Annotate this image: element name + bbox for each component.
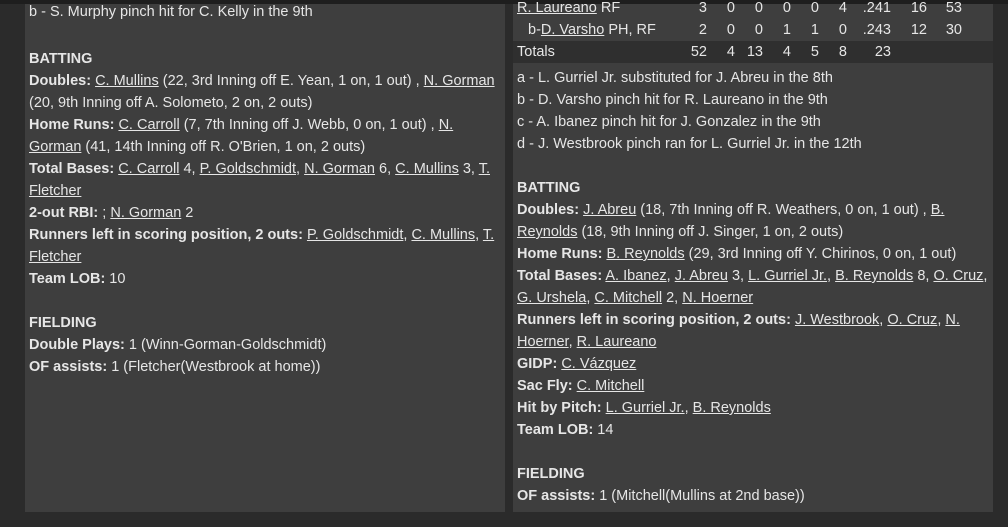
total-bases-stat bbox=[517, 265, 989, 309]
stat-bb: 0 bbox=[810, 0, 819, 16]
player-link-b-reynolds[interactable]: B. Reynolds bbox=[606, 246, 685, 262]
home-runs-label: Home Runs: bbox=[517, 246, 603, 262]
player-link-c-mullins[interactable]: C. Mullins bbox=[395, 161, 459, 177]
player-link-o-cruz[interactable]: O. Cruz bbox=[887, 312, 938, 328]
player-link-n-hoerner[interactable]: N. Hoerner bbox=[517, 312, 960, 350]
total-ab: 52 bbox=[690, 44, 707, 60]
player-link-c-vazquez[interactable]: C. Vázquez bbox=[561, 356, 637, 372]
team-lob-label: Team LOB: bbox=[29, 271, 106, 287]
stat-r: 0 bbox=[726, 0, 735, 16]
total-h: 13 bbox=[746, 44, 763, 60]
double-plays-stat bbox=[29, 334, 501, 356]
stat-bb: 1 bbox=[810, 22, 819, 38]
total-bases-sep: 3, bbox=[727, 268, 749, 284]
double-plays-label: Double Plays: bbox=[29, 337, 125, 353]
player-link-l-gurriel-jr[interactable]: L. Gurriel Jr. bbox=[605, 400, 685, 416]
total-bases-sep: , bbox=[666, 268, 675, 284]
double-plays-value: 1 (Winn-Gorman-Goldschmidt) bbox=[124, 337, 327, 353]
batting-header: BATTING bbox=[29, 51, 93, 67]
spacer-cell bbox=[962, 0, 993, 19]
sub-prefix: b- bbox=[528, 22, 541, 38]
player-link-b-reynolds[interactable]: B. Reynolds bbox=[517, 202, 945, 240]
stat-rbi: 0 bbox=[782, 0, 791, 16]
risp-label: Runners left in scoring position, 2 outs: bbox=[29, 227, 303, 243]
stat-h: 0 bbox=[754, 22, 763, 38]
gidp-label: GIDP: bbox=[517, 356, 558, 372]
player-link-c-mitchell[interactable]: C. Mitchell bbox=[576, 378, 645, 394]
total-so: 8 bbox=[838, 44, 847, 60]
player-link-n-gorman[interactable]: N. Gorman bbox=[304, 161, 376, 177]
total-bases-label: Total Bases: bbox=[29, 161, 115, 177]
stat-avg: .241 bbox=[862, 0, 891, 16]
player-link-c-mullins[interactable]: C. Mullins bbox=[95, 73, 159, 89]
doubles-stat bbox=[517, 199, 989, 243]
doubles-detail-1: (18, 7th Inning off R. Weathers, 0 on, 1 out) , bbox=[636, 202, 931, 218]
totals-label: Totals bbox=[517, 44, 555, 60]
total-bases-sep: 6, bbox=[375, 161, 396, 177]
two-out-rbi-label: 2-out RBI: bbox=[29, 205, 99, 221]
player-link-n-gorman[interactable]: N. Gorman bbox=[29, 117, 454, 155]
sac-fly-label: Sac Fly: bbox=[517, 378, 573, 394]
fielding-header: FIELDING bbox=[29, 315, 97, 331]
two-out-rbi-stat bbox=[29, 202, 501, 224]
stat-hr: 16 bbox=[910, 0, 927, 16]
risp-sep: , bbox=[475, 227, 483, 243]
player-link-g-urshela[interactable]: G. Urshela bbox=[517, 290, 587, 306]
player-link-c-carroll[interactable]: C. Carroll bbox=[118, 117, 180, 133]
of-assists-label: OF assists: bbox=[29, 359, 108, 375]
total-bases-sep: 8, bbox=[913, 268, 934, 284]
player-link-j-abreu[interactable]: J. Abreu bbox=[583, 202, 637, 218]
home-team-game-notes-panel bbox=[25, 4, 505, 512]
total-r: 4 bbox=[726, 44, 735, 60]
player-link-l-gurriel-jr[interactable]: L. Gurriel Jr. bbox=[748, 268, 828, 284]
empty-cell bbox=[891, 41, 927, 63]
risp-label: Runners left in scoring position, 2 outs: bbox=[517, 312, 791, 328]
doubles-label: Doubles: bbox=[517, 202, 580, 218]
player-cell bbox=[513, 0, 671, 19]
two-out-rbi-sep: ; bbox=[98, 205, 111, 221]
sac-fly-stat bbox=[517, 375, 989, 397]
table-row bbox=[513, 19, 993, 41]
player-link-c-carroll[interactable]: C. Carroll bbox=[118, 161, 180, 177]
sub-note: b - D. Varsho pinch hit for R. Laureano in the 9th bbox=[517, 92, 828, 108]
player-link-j-westbrook[interactable]: J. Westbrook bbox=[794, 312, 880, 328]
total-bases-sep: 2, bbox=[662, 290, 683, 306]
pinch-hit-note-b: b - S. Murphy pinch hit for C. Kelly in the 9th bbox=[29, 4, 313, 20]
player-link-p-goldschmidt[interactable]: P. Goldschmidt bbox=[199, 161, 297, 177]
stat-r: 0 bbox=[726, 22, 735, 38]
doubles-detail-2: (20, 9th Inning off A. Solometo, 2 on, 2 outs) bbox=[29, 95, 313, 111]
hit-by-pitch-stat bbox=[517, 397, 989, 419]
of-assists-value: 1 (Fletcher(Westbrook at home)) bbox=[107, 359, 321, 375]
doubles-label: Doubles: bbox=[29, 73, 92, 89]
player-link-r-laureano[interactable]: R. Laureano bbox=[576, 334, 657, 350]
home-runs-detail: (29, 3rd Inning off Y. Chirinos, 0 on, 1 out) bbox=[684, 246, 957, 262]
stat-rbi: 1 bbox=[782, 22, 791, 38]
risp-sep: , bbox=[937, 312, 946, 328]
total-bases-sep: , bbox=[983, 268, 988, 284]
totals-row bbox=[513, 41, 993, 63]
fielding-header: FIELDING bbox=[517, 466, 585, 482]
batting-header: BATTING bbox=[517, 180, 581, 196]
player-link-r-laureano[interactable]: R. Laureano bbox=[517, 0, 597, 16]
home-runs-stat bbox=[517, 243, 989, 265]
total-bases-sep: , bbox=[827, 268, 836, 284]
doubles-detail-1: (22, 3rd Inning off E. Yean, 1 on, 1 out) , bbox=[158, 73, 424, 89]
stat-h: 0 bbox=[754, 0, 763, 16]
team-lob-value: 14 bbox=[593, 422, 614, 438]
player-link-n-gorman[interactable]: N. Gorman bbox=[110, 205, 182, 221]
home-runs-stat bbox=[29, 114, 501, 158]
player-position: PH, RF bbox=[604, 22, 656, 38]
risp-stat bbox=[517, 309, 989, 353]
hit-by-pitch-label: Hit by Pitch: bbox=[517, 400, 602, 416]
player-link-n-gorman[interactable]: N. Gorman bbox=[423, 73, 495, 89]
total-bases-sep: 3, bbox=[458, 161, 479, 177]
player-link-t-fletcher[interactable]: T. Fletcher bbox=[29, 227, 495, 265]
stat-extra: 53 bbox=[945, 0, 962, 16]
total-bases-label: Total Bases: bbox=[517, 268, 603, 284]
stat-extra: 30 bbox=[945, 22, 962, 38]
home-runs-detail-1: (7, 7th Inning off J. Webb, 0 on, 1 out) , bbox=[179, 117, 439, 133]
player-link-o-cruz[interactable]: O. Cruz bbox=[933, 268, 984, 284]
hbp-sep: , bbox=[684, 400, 693, 416]
spacer bbox=[29, 290, 501, 312]
team-lob-stat bbox=[29, 268, 501, 290]
player-link-p-goldschmidt[interactable]: P. Goldschmidt bbox=[306, 227, 404, 243]
sub-note: a - L. Gurriel Jr. substituted for J. Abreu in the 8th bbox=[517, 70, 833, 86]
of-assists-value: 1 (Mitchell(Mullins at 2nd base)) bbox=[595, 488, 805, 504]
team-lob-value: 10 bbox=[105, 271, 126, 287]
total-bases-sep: 4, bbox=[179, 161, 200, 177]
doubles-stat bbox=[29, 70, 501, 114]
sub-note: c - A. Ibanez pinch hit for J. Gonzalez in the 9th bbox=[517, 114, 821, 130]
stat-avg: .243 bbox=[862, 22, 891, 38]
empty-cell bbox=[962, 41, 993, 63]
stat-hr: 12 bbox=[910, 22, 927, 38]
player-link-b-reynolds[interactable]: B. Reynolds bbox=[692, 400, 771, 416]
spacer bbox=[29, 26, 501, 48]
of-assists-stat bbox=[29, 356, 501, 378]
player-link-t-fletcher[interactable]: T. Fletcher bbox=[29, 161, 490, 199]
total-rbi: 4 bbox=[782, 44, 791, 60]
player-link-c-mullins[interactable]: C. Mullins bbox=[411, 227, 476, 243]
home-runs-detail-2: (41, 14th Inning off R. O'Brien, 1 on, 2 outs) bbox=[81, 139, 366, 155]
of-assists-stat bbox=[517, 485, 989, 507]
stat-so: 0 bbox=[838, 22, 847, 38]
risp-sep: , bbox=[568, 334, 577, 350]
doubles-detail-2: (18, 9th Inning off J. Singer, 1 on, 2 outs) bbox=[577, 224, 844, 240]
player-link-d-varsho[interactable]: D. Varsho bbox=[540, 22, 605, 38]
player-link-a-ibanez[interactable]: A. Ibanez bbox=[605, 268, 667, 284]
of-assists-label: OF assists: bbox=[517, 488, 596, 504]
stat-ab: 3 bbox=[698, 0, 707, 16]
stat-so: 4 bbox=[838, 0, 847, 16]
total-bases-sep: , bbox=[586, 290, 595, 306]
away-team-boxscore-panel bbox=[513, 0, 993, 512]
total-bb: 5 bbox=[810, 44, 819, 60]
team-lob-stat bbox=[517, 419, 989, 441]
gidp-stat bbox=[517, 353, 989, 375]
home-runs-label: Home Runs: bbox=[29, 117, 115, 133]
batting-table bbox=[513, 0, 993, 63]
risp-stat bbox=[29, 224, 501, 268]
player-position: RF bbox=[596, 0, 621, 16]
empty-cell bbox=[927, 41, 962, 63]
spacer-cell bbox=[962, 19, 993, 41]
player-cell bbox=[513, 19, 671, 41]
risp-sep: , bbox=[879, 312, 888, 328]
total-lob: 23 bbox=[874, 44, 891, 60]
player-link-n-hoerner[interactable]: N. Hoerner bbox=[682, 290, 754, 306]
spacer bbox=[517, 441, 989, 463]
player-link-b-reynolds[interactable]: B. Reynolds bbox=[835, 268, 914, 284]
total-bases-stat bbox=[29, 158, 501, 202]
player-link-j-abreu[interactable]: J. Abreu bbox=[674, 268, 728, 284]
stat-ab: 2 bbox=[698, 22, 707, 38]
total-bases-sep: , bbox=[296, 161, 305, 177]
player-link-c-mitchell[interactable]: C. Mitchell bbox=[594, 290, 663, 306]
sub-note: d - J. Westbrook pinch ran for L. Gurriel Jr. in the 12th bbox=[517, 136, 862, 152]
risp-sep: , bbox=[403, 227, 412, 243]
table-row bbox=[513, 0, 993, 19]
two-out-rbi-value: 2 bbox=[181, 205, 194, 221]
team-lob-label: Team LOB: bbox=[517, 422, 594, 438]
spacer bbox=[517, 155, 989, 177]
